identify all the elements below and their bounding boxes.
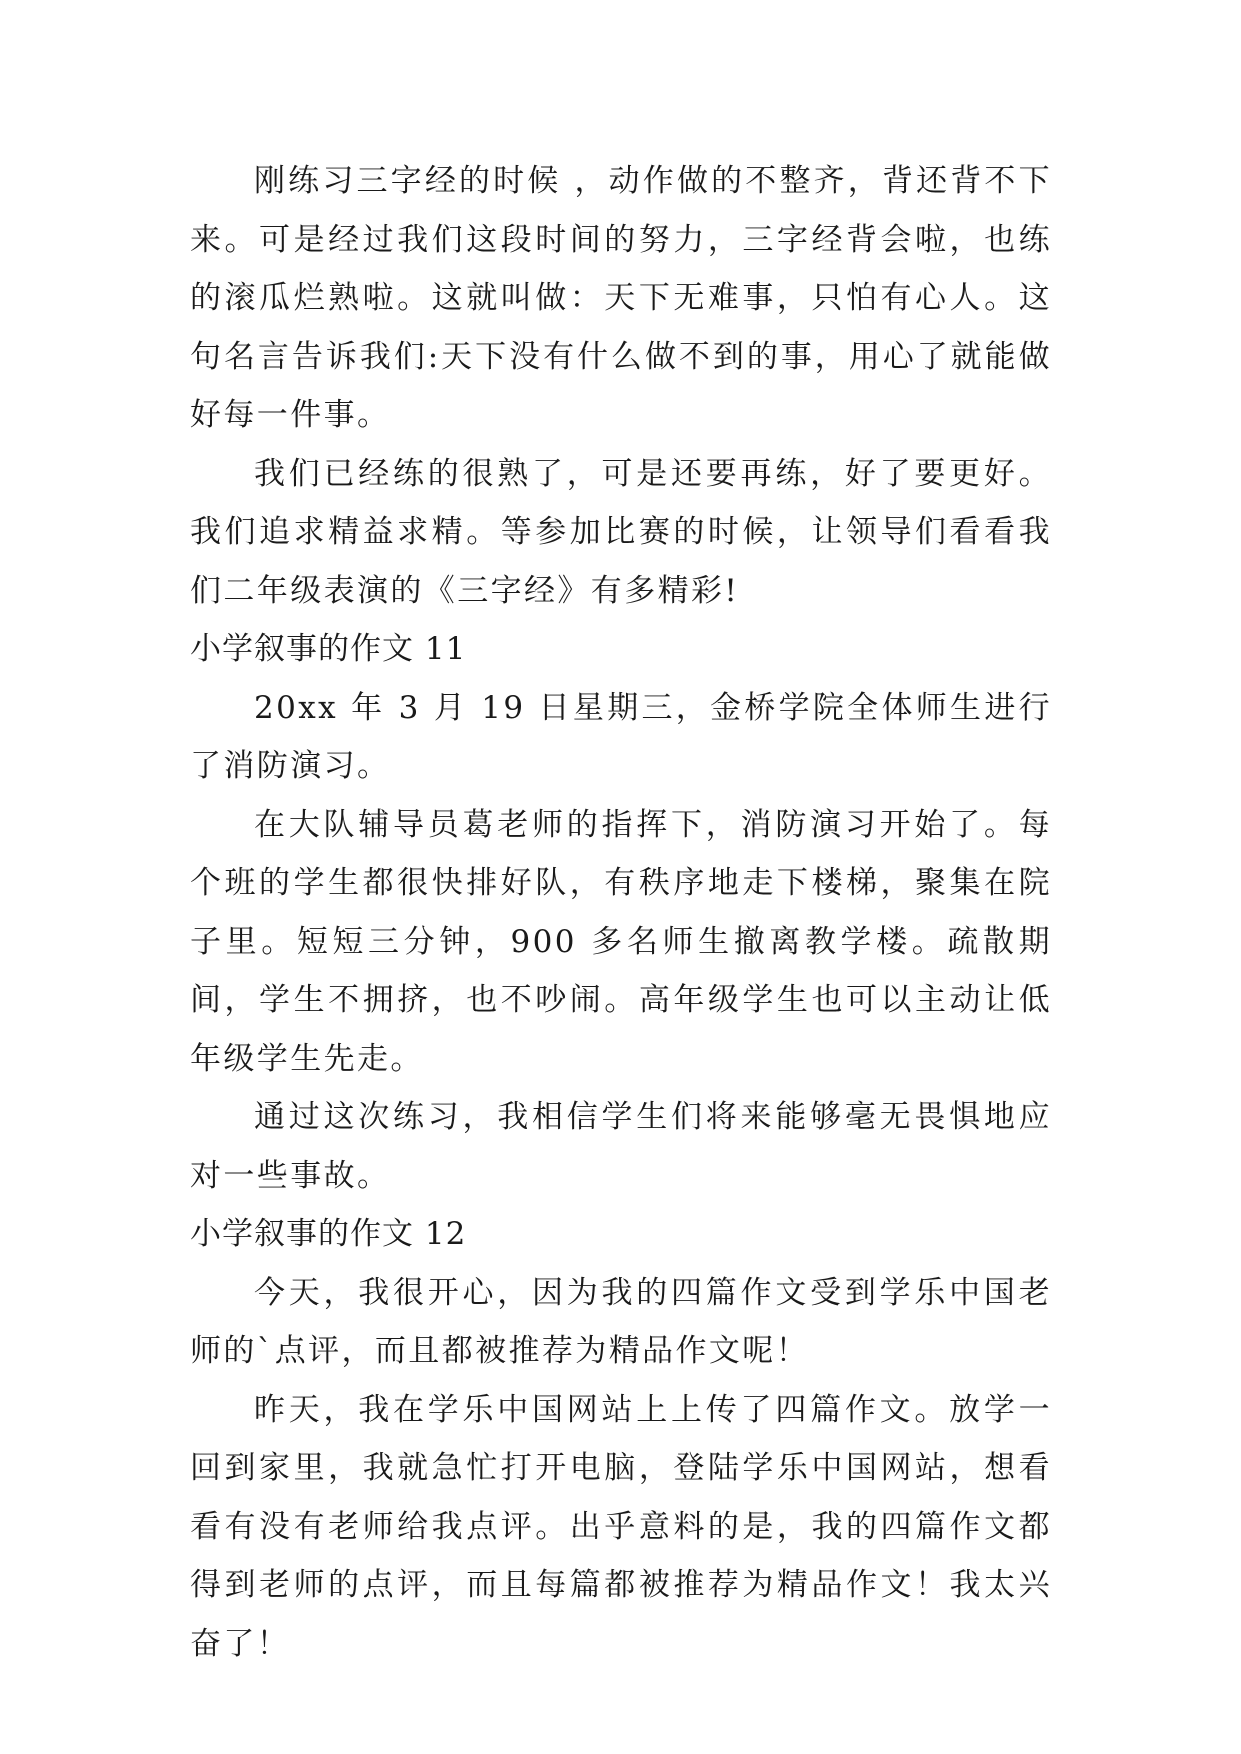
paragraph: 我们已经练的很熟了，可是还要再练，好了要更好。我们追求精益求精。等参加比赛的时候，让领导们看看我们二年级表演的《三字经》有多精彩!	[190, 455, 1052, 609]
paragraph: 刚练习三字经的时候 ，动作做的不整齐，背还背不下来。可是经过我们这段时间的努力，三字经背会啦，也练的滚瓜烂熟啦。这就叫做：天下无难事，只怕有心人。这句名言告诉我们:天下没有什么做不到的事，用心了就能做好每一件事。	[190, 163, 1052, 433]
paragraph: 20xx 年 3 月 19 日星期三，金桥学院全体师生进行了消防演习。	[190, 689, 1052, 784]
document-page	[190, 152, 1052, 1673]
section-title: 小学叙事的作文 12	[190, 1216, 467, 1252]
paragraph: 通过这次练习，我相信学生们将来能够毫无畏惧地应对一些事故。	[190, 1099, 1052, 1194]
paragraph: 昨天，我在学乐中国网站上上传了四篇作文。放学一回到家里，我就急忙打开电脑，登陆学乐中国网站，想看看有没有老师给我点评。出乎意料的是，我的四篇作文都得到老师的点评，而且每篇都被推荐为精品作文！我太兴奋了！	[190, 1391, 1052, 1662]
paragraph: 今天，我很开心，因为我的四篇作文受到学乐中国老师的`点评，而且都被推荐为精品作文呢！	[190, 1274, 1052, 1369]
paragraph: 在大队辅导员葛老师的指挥下，消防演习开始了。每个班的学生都很快排好队，有秩序地走下楼梯，聚集在院子里。短短三分钟，900 多名师生撤离教学楼。疏散期间，学生不拥挤，也不吵闹。高年级学生也可以主动让低年级学生先走。	[190, 806, 1052, 1077]
section-title: 小学叙事的作文 11	[190, 631, 467, 667]
